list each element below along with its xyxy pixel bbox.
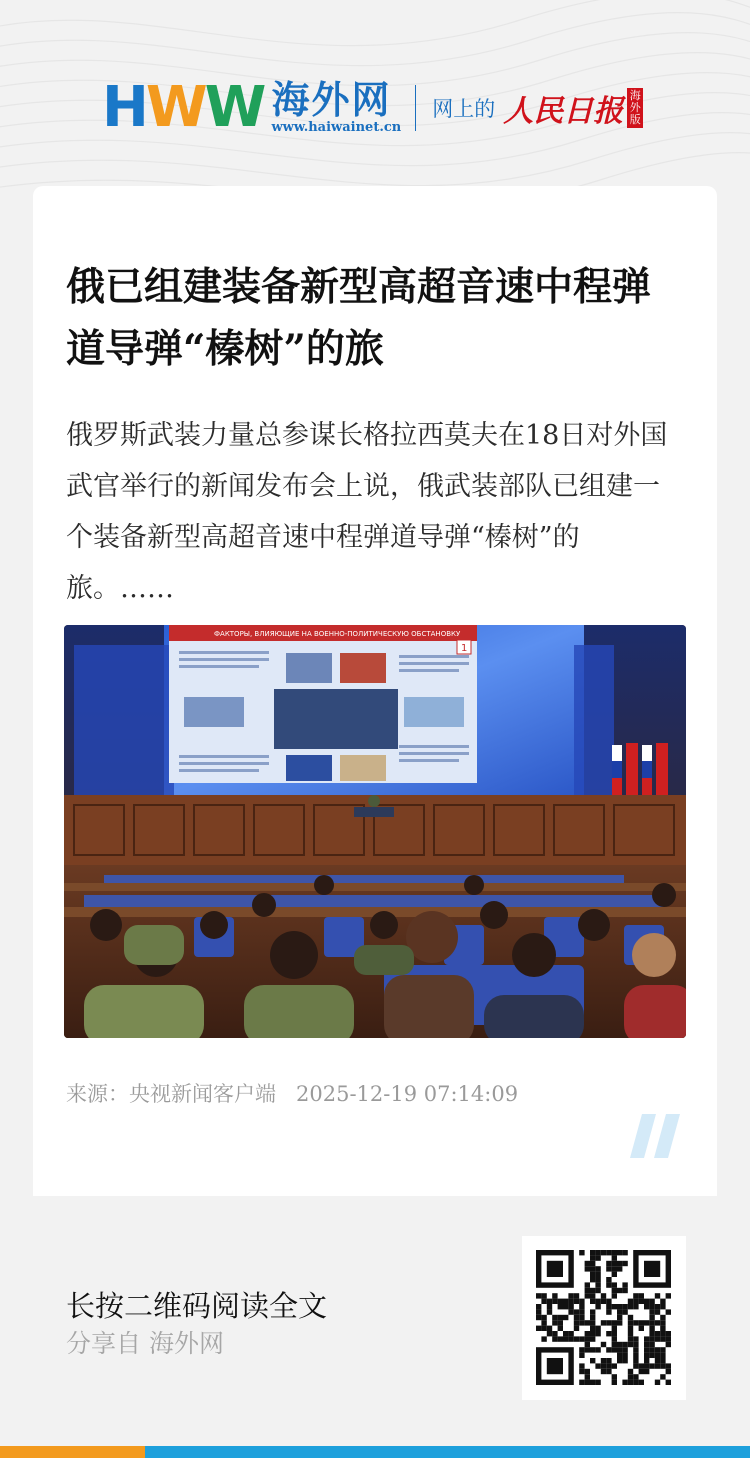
brand-url: www.haiwainet.cn [271, 120, 402, 135]
hww-logo: H W W [102, 75, 264, 140]
publish-datetime: 2025-12-19 07:14:09 [296, 1082, 519, 1106]
source-label: 来源：央视新闻客户端 [66, 1082, 276, 1106]
screen-page: 1 [461, 643, 468, 654]
brand-name: 海外网 [271, 77, 392, 122]
qr-code[interactable] [522, 1236, 686, 1400]
article-headline: 俄已组建装备新型高超音速中程弹道导弹“榛树”的旅 [66, 264, 652, 372]
overseas-edition-badge: 海外版 [627, 88, 643, 128]
article-photo [64, 625, 686, 1038]
partner-prefix: 网上的 [432, 97, 496, 121]
qr-code-graphic [522, 1236, 686, 1400]
bottom-accent-bar [0, 1446, 750, 1458]
bottom-accent-orange [0, 1446, 145, 1458]
brand-header [102, 75, 643, 140]
screen-title: ФАКТОРЫ, ВЛИЯЮЩИЕ НА ВОЕННО-ПОЛИТИЧЕСКУЮ ОБСТАНОВКУ [214, 630, 461, 638]
double-slash-icon [630, 1114, 686, 1158]
haiwainet-wordmark [271, 77, 402, 136]
header-divider [415, 85, 416, 131]
shared-from-label: 分享自 海外网 [66, 1329, 224, 1358]
read-full-prompt: 长按二维码阅读全文 [66, 1289, 328, 1323]
article-source [66, 1078, 518, 1108]
peoples-daily-logo: 人民日报 [503, 94, 624, 129]
bottom-accent-blue [145, 1446, 750, 1458]
article-summary: 俄罗斯武装力量总参谋长格拉西莫夫在18日对外国武官举行的新闻发布会上说，俄武装部队已组建一个装备新型高超音速中程弹道导弹“榛树”的旅。…… [66, 420, 668, 604]
